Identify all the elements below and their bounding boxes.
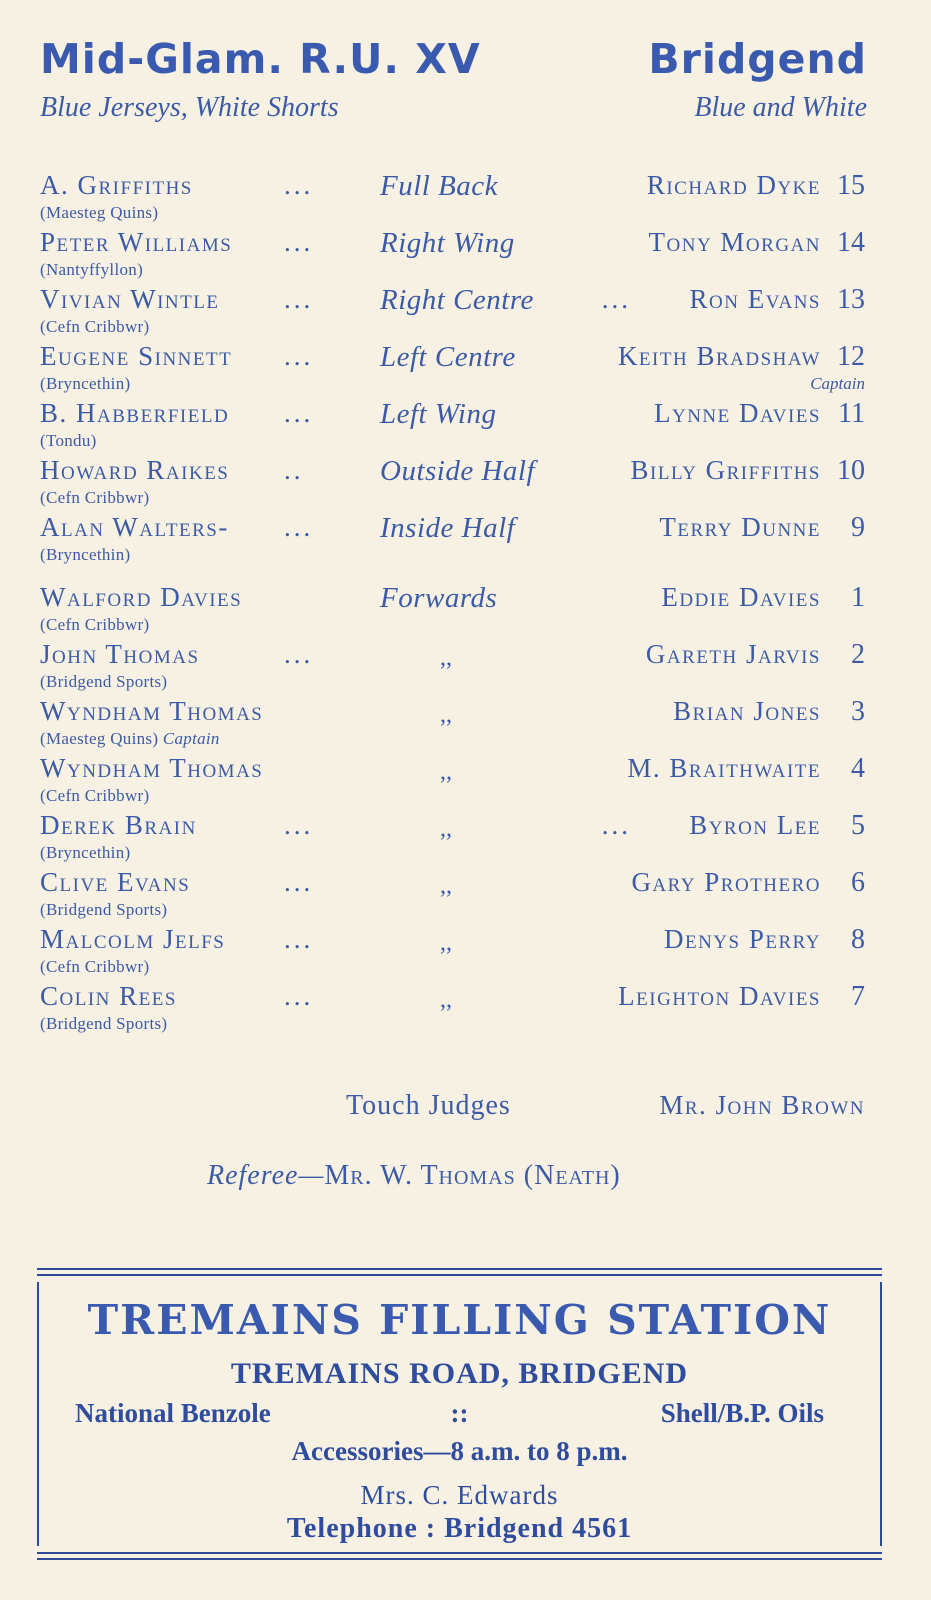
home-leader-dots: ... [284,924,314,954]
home-leader-dots: ... [284,512,314,542]
advert-address: TREMAINS ROAD, BRIDGEND [230,1357,689,1390]
home-club-name: (Cefn Cribbwr) [40,786,150,805]
away-player-number: 7 [851,981,865,1012]
home-club-name: (Bridgend Sports) [40,900,168,919]
position-label: ,, [440,645,452,671]
home-player-club [40,203,158,223]
home-club-name: (Bryncethin) [40,843,131,862]
away-player-name: Ron Evans [689,284,821,314]
advert-accessories: Accessories—8 a.m. to 8 p.m. [291,1436,628,1466]
position-label: ,, [440,759,452,785]
home-player-name: Clive Evans [40,867,191,897]
home-leader-dots: .. [284,455,304,485]
touch-judge-name: Mr. John Brown [659,1090,865,1120]
home-club-name: (Bridgend Sports) [40,672,168,691]
home-club-name: (Maesteg Quins) [40,729,159,748]
player-row [0,696,931,752]
away-player-name: Byron Lee [689,810,821,840]
home-player-name: Howard Raikes [40,455,230,485]
player-row [0,810,931,866]
away-player-name: Gary Prothero [631,867,821,897]
advert-right-product: Shell/B.P. Oils [660,1398,824,1428]
home-club-name: (Tondu) [40,431,97,450]
home-player-club [40,317,149,337]
referee-name: Mr. W. Thomas (Neath) [324,1160,621,1191]
player-row [0,227,931,283]
home-player-club [40,843,130,863]
home-team-name: Mid-Glam. R.U. XV [40,35,481,83]
away-player-name: Tony Morgan [648,227,821,257]
home-club-name: (Bryncethin) [40,545,131,564]
home-leader-dots: ... [284,639,314,669]
away-player-number: 13 [837,284,865,315]
advert-top-rule [37,1268,882,1270]
home-club-name: (Bryncethin) [40,374,131,393]
home-club-note: Captain [162,729,220,748]
away-player-number: 9 [851,512,865,543]
home-leader-dots: ... [284,867,314,897]
position-label: ,, [440,987,452,1013]
away-player-number: 8 [851,924,865,955]
player-row [0,284,931,340]
home-player-club [40,729,220,749]
player-row [0,582,931,638]
away-player-number: 5 [851,810,865,841]
home-leader-dots: ... [284,284,314,314]
away-player-name: Billy Griffiths [630,455,821,485]
home-player-club [40,260,143,280]
away-player-number: 3 [851,696,865,727]
away-player-name: Richard Dyke [646,170,821,200]
advert-separator: :: [450,1398,469,1428]
player-row [0,512,931,568]
away-player-number: 6 [851,867,865,898]
position-label: Outside Half [380,455,536,487]
player-row [0,170,931,226]
advert-bottom-rule [37,1558,882,1560]
away-team-name: Bridgend [648,35,867,83]
position-label: ,, [440,930,452,956]
home-player-name: Derek Brain [40,810,197,840]
away-player-name: Denys Perry [663,924,821,954]
home-player-name: Walford Davies [40,582,243,612]
player-row [0,867,931,923]
home-player-name: A. Griffiths [40,170,193,200]
home-player-club [40,1014,167,1034]
away-player-number: 2 [851,639,865,670]
home-team-header [40,32,481,126]
home-team-colours: Blue Jerseys, White Shorts [40,92,339,123]
position-label: Left Centre [380,341,516,373]
advert-left-product: National Benzole [75,1398,271,1428]
away-player-name: Lynne Davies [653,398,821,428]
home-player-name: B. Habberfield [40,398,230,428]
home-player-club [40,615,149,635]
away-player-number: 14 [837,227,865,258]
home-leader-dots: ... [284,227,314,257]
advert-telephone: Telephone : Bridgend 4561 [286,1513,633,1544]
home-player-name: Wyndham Thomas [40,696,264,726]
home-leader-dots: ... [284,810,314,840]
away-player-note: Captain [810,374,865,393]
referee-line [207,1160,621,1192]
home-club-name: (Cefn Cribbwr) [40,615,150,634]
away-player-number: 4 [851,753,865,784]
home-club-name: (Bridgend Sports) [40,1014,168,1033]
position-label: ,, [440,816,452,842]
position-label: Right Wing [380,227,515,259]
home-player-name: Eugene Sinnett [40,341,233,371]
home-leader-dots: ... [284,981,314,1011]
home-player-name: Wyndham Thomas [40,753,264,783]
home-club-name: (Maesteg Quins) [40,203,159,222]
away-player-number: 1 [851,582,865,613]
player-row [0,639,931,695]
home-club-name: (Cefn Cribbwr) [40,957,150,976]
player-row [0,981,931,1037]
home-leader-dots: ... [284,170,314,200]
away-player-name: Brian Jones [673,696,821,726]
home-player-name: Malcolm Jelfs [40,924,226,954]
home-player-name: Alan Walters- [40,512,229,542]
home-player-club [40,545,130,565]
home-leader-dots: ... [284,398,314,428]
position-label: Full Back [380,170,499,202]
position-label: Forwards [380,582,498,614]
home-player-club [40,786,149,806]
home-player-name: John Thomas [40,639,200,669]
away-player-name: Leighton Davies [618,981,821,1011]
player-row [0,398,931,454]
player-row [0,924,931,980]
away-player-name: Terry Dunne [659,512,821,542]
home-player-club [40,900,167,920]
away-team-colours: Blue and White [694,92,867,123]
position-label: ,, [440,702,452,728]
advert-bottom-rule-inner [37,1552,882,1554]
player-row [0,455,931,511]
away-team-header [648,32,867,126]
home-player-name: Vivian Wintle [40,284,220,314]
position-label: Right Centre [380,284,534,316]
away-player-name: Eddie Davies [661,582,821,612]
home-club-name: (Cefn Cribbwr) [40,488,150,507]
away-leader-dots: ... [601,810,631,840]
home-club-name: (Cefn Cribbwr) [40,317,150,336]
advert-proprietor: Mrs. C. Edwards [360,1480,559,1510]
advert-title: TREMAINS FILLING STATION [87,1296,832,1344]
advert-box [37,1268,882,1560]
home-leader-dots: ... [284,341,314,371]
away-player-number: 15 [837,170,865,201]
home-player-name: Colin Rees [40,981,177,1011]
position-label: Left Wing [380,398,497,430]
position-label: Inside Half [380,512,516,544]
player-row [0,341,931,397]
away-player-number: 10 [837,455,865,486]
home-club-name: (Nantyffyllon) [40,260,144,279]
home-player-club [40,488,149,508]
referee-label: Referee— [207,1160,325,1191]
away-player-number: 11 [838,398,865,429]
away-player-name: Keith Bradshaw [617,341,821,371]
advert-top-rule-inner [37,1274,882,1276]
away-player-name: M. Braithwaite [627,753,821,783]
away-leader-dots: ... [601,284,631,314]
home-player-club [40,672,167,692]
home-player-name: Peter Williams [40,227,233,257]
away-player-name: Gareth Jarvis [645,639,821,669]
home-player-club [40,431,97,451]
home-player-club [40,374,130,394]
player-row [0,753,931,809]
position-label: ,, [440,873,452,899]
home-player-club [40,957,149,977]
touch-judges-label: Touch Judges [346,1090,511,1121]
away-player-number: 12 [837,341,865,372]
